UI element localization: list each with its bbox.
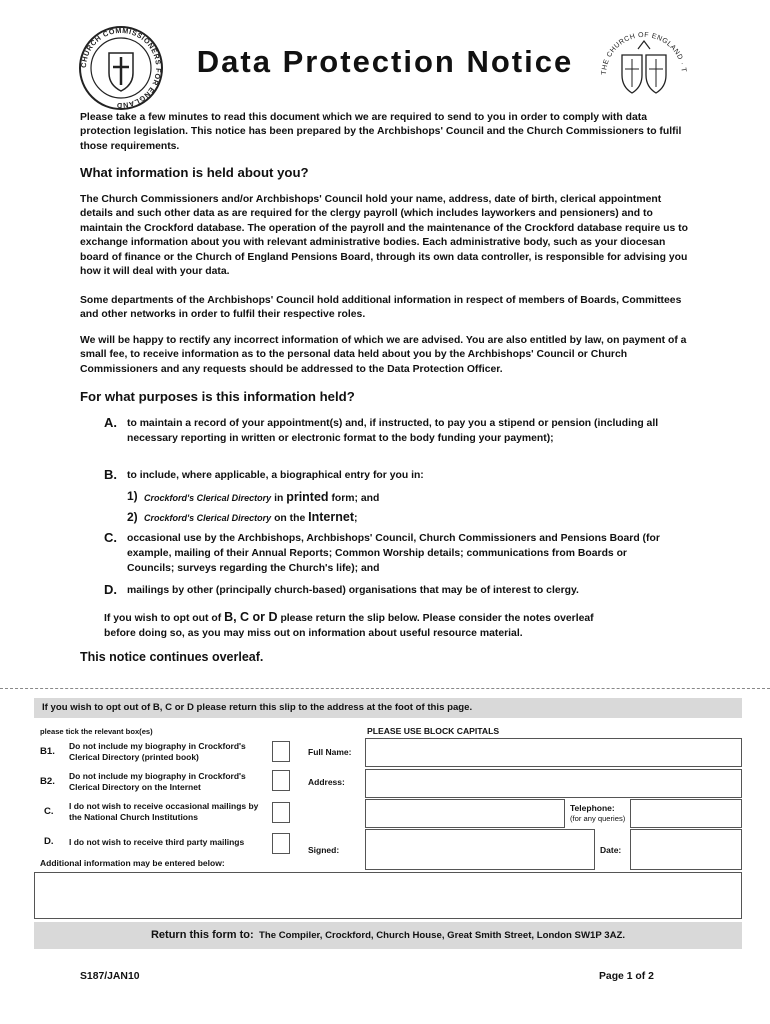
church-of-england-crest — [598, 25, 690, 113]
additional-info-field[interactable] — [34, 872, 742, 919]
checkbox-b2[interactable] — [272, 770, 290, 791]
checkbox-c[interactable] — [272, 802, 290, 823]
option-code-d: D. — [44, 836, 54, 847]
option-code-c: C. — [44, 806, 54, 817]
purpose-b-letter: B. — [104, 467, 117, 482]
checkbox-d[interactable] — [272, 833, 290, 854]
signed-label: Signed: — [308, 845, 340, 855]
opt-out-note: If you wish to opt out of B, C or D please return the slip below. Please consider the notes overleaf before doing so, as you may miss out on information about useful resource material. — [104, 610, 594, 639]
full-name-field[interactable] — [365, 738, 742, 767]
cut-line — [0, 688, 770, 689]
purpose-b-text: to include, where applicable, a biographical entry for you in: — [127, 470, 424, 481]
what-info-paragraph-2: Some departments of the Archbishops' Council hold additional information in respect of members of Boards, Committees and other networks in order to fulfil their respective roles. — [80, 295, 682, 321]
svg-text:CHURCH COMMISSIONERS FOR ENGLA: CHURCH COMMISSIONERS FOR ENGLAND — [78, 25, 164, 111]
purpose-b2-number: 2) — [127, 510, 138, 524]
purpose-b1-number: 1) — [127, 489, 138, 503]
purpose-d-text: mailings by other (principally church-based) organisations that may be of interest to clergy. — [127, 585, 579, 596]
svg-text:THE CHURCH OF ENGLAND · THE AR: THE CHURCH OF ENGLAND · T — [600, 31, 687, 76]
address-field[interactable] — [365, 769, 742, 798]
full-name-label: Full Name: — [308, 747, 352, 757]
option-b2-text: Do not include my biography in Crockford's Clerical Directory on the Internet — [69, 771, 246, 792]
signature-field[interactable] — [365, 829, 595, 870]
page-title: Data Protection Notice — [196, 44, 574, 79]
address-field-line-2[interactable] — [365, 799, 565, 828]
section-heading-purposes: For what purposes is this information held? — [80, 389, 355, 404]
intro-paragraph: Please take a few minutes to read this document which we are required to send to you in order to comply with data protection legislation. This notice has been prepared by the Archbishops' Council and the Church Commissioners to fulfil those requirements. — [80, 112, 682, 152]
block-capitals-note: PLEASE USE BLOCK CAPITALS — [367, 726, 500, 736]
option-code-b2: B2. — [40, 776, 55, 787]
b2-directory-title: Crockford's Clerical Directory — [144, 513, 272, 523]
return-address-bar — [34, 922, 742, 949]
telephone-note: (for any queries) — [570, 814, 626, 823]
option-c-text: I do not wish to receive occasional mailings by the National Church Institutions — [69, 801, 259, 822]
purpose-a-letter: A. — [104, 415, 117, 430]
tick-instructions: please tick the relevant box(es) — [40, 727, 153, 736]
additional-info-label: Additional information may be entered below: — [40, 858, 225, 868]
b1-directory-title: Crockford's Clerical Directory — [144, 493, 272, 503]
section-heading-what-information: What information is held about you? — [80, 165, 309, 180]
telephone-label: Telephone: — [570, 803, 615, 813]
return-lead: Return this form to: — [150, 929, 254, 941]
what-info-paragraph-1: The Church Commissioners and/or Archbishops' Council hold your name, address, date of birth, clerical appointment details and such other data as are required for the clergy payroll (which includes layworkers and pensioners) and to maintain the Crockford database. The operation of the payroll and the maintenance of the Crockford database require us to exchange information about you with relevant administrative bodies. Each administrative body, such as your diocesan board of finance or the Church of England Pensions Board, through its own data controller, is responsible for advising you how it will deal with your data. — [80, 194, 688, 278]
address-label: Address: — [308, 777, 345, 787]
checkbox-b1[interactable] — [272, 741, 290, 762]
what-info-paragraph-3: We will be happy to rectify any incorrect information of which we are advised. You are also entitled by law, on payment of a small fee, to receive information as to the personal data held about you by the Archbishops' Council or Church Commissioners and any requests should be addressed to the Data Protection Officer. — [80, 335, 687, 375]
purpose-b1-text: Crockford's Clerical Directory in printed form; and — [144, 490, 380, 504]
slip-header-bar: If you wish to opt out of B, C or D please return this slip to the address at the foot of this page. — [34, 698, 742, 718]
page-number: Page 1 of 2 — [599, 971, 654, 982]
purpose-b2-text: Crockford's Clerical Directory on the Internet; — [144, 510, 358, 524]
telephone-field[interactable] — [630, 799, 742, 828]
purpose-c-text: occasional use by the Archbishops, Archbishops' Council, Church Commissioners and Pensions Board (for example, mailing of their Annual Reports; Common Worship details; communications from Boards or Councils; surveys regarding the Church's life); and — [127, 533, 660, 574]
purpose-c-letter: C. — [104, 530, 117, 545]
option-b1-text: Do not include my biography in Crockford's Clerical Directory (printed book) — [69, 741, 246, 762]
form-code: S187/JAN10 — [80, 971, 140, 982]
return-address: The Compiler, Crockford, Church House, Great Smith Street, London SW1P 3AZ. — [258, 930, 626, 941]
date-label: Date: — [600, 845, 622, 855]
option-code-b1: B1. — [40, 746, 55, 757]
date-field[interactable] — [630, 829, 742, 870]
continues-overleaf: This notice continues overleaf. — [80, 650, 264, 664]
purpose-d-letter: D. — [104, 582, 117, 597]
option-d-text: I do not wish to receive third party mailings — [69, 837, 245, 847]
purpose-a-text: to maintain a record of your appointment(s) and, if instructed, to pay you a stipend or pension (including all necessary reporting in written or electronic format to the body funding your payment); — [127, 418, 659, 444]
